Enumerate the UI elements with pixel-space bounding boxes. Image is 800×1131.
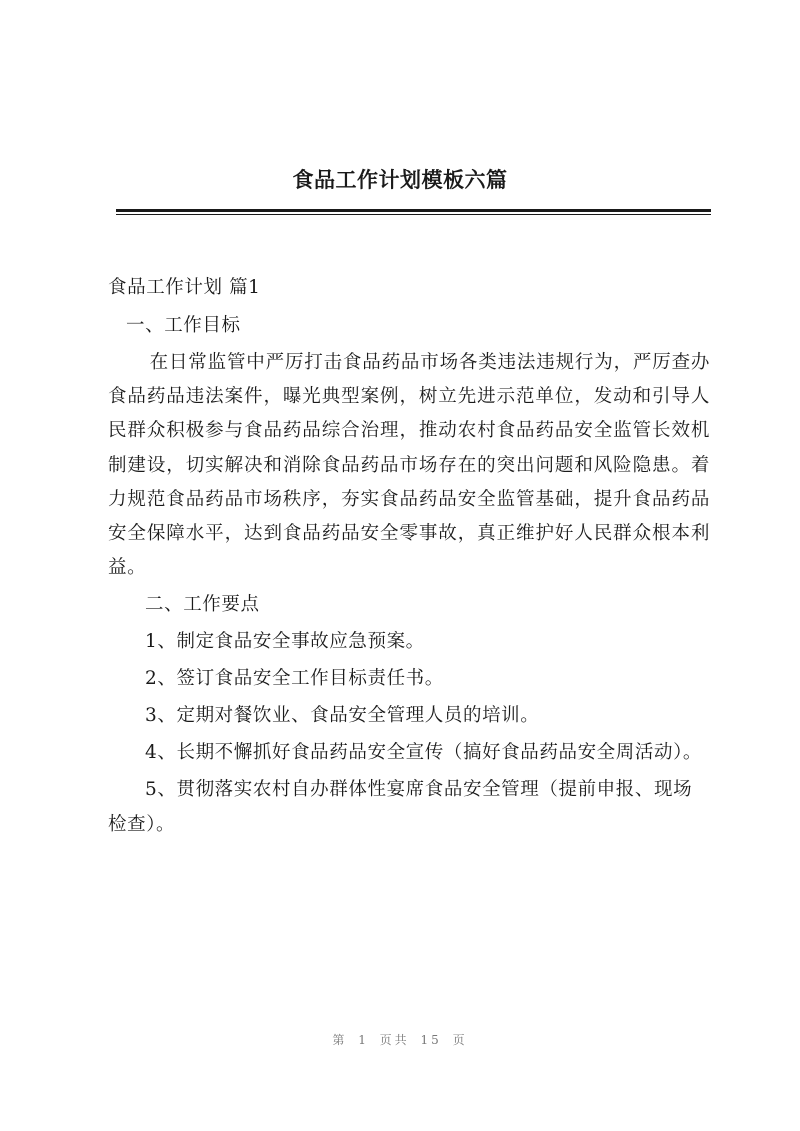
point-item: 4、长期不懈抓好食品药品安全宣传（搞好食品药品安全周活动）。 — [145, 742, 703, 764]
point-item: 3、定期对餐饮业、食品安全管理人员的培训。 — [145, 705, 540, 727]
section-heading: 食品工作计划 篇1 — [108, 277, 261, 298]
heading-work-goals: 一、工作目标 — [126, 315, 241, 336]
title-rule-thick — [116, 209, 711, 212]
document-body — [108, 270, 710, 844]
document-title: 食品工作计划模板六篇 — [292, 168, 508, 192]
objective-paragraph: 在日常监管中严厉打击食品药品市场各类违法违规行为，严厉查办食品药品违法案件，曝光典型案例，树立先进示范单位，发动和引导人民群众积极参与食品药品综合治理，推动农村食品药品安全监管长效机制建设，切实解决和消除食品药品市场存在的突出问题和风险隐患。着力规范食品药品市场秩序，夯实食品药品安全监管基础，提升食品药品安全保障水平，达到食品药品安全零事故，真正维护好人民群众根本利益。 — [108, 352, 710, 579]
point-item: 5、贯彻落实农村自办群体性宴席食品安全管理（提前申报、现场检查）。 — [108, 779, 693, 836]
page-footer: 第 1 页共 15 页 — [332, 1033, 468, 1047]
heading-work-points: 二、工作要点 — [145, 594, 260, 616]
title-rule-thin — [116, 214, 711, 215]
point-item: 1、制定食品安全事故应急预案。 — [145, 631, 425, 653]
point-item: 2、签订食品安全工作目标责任书。 — [145, 668, 444, 690]
